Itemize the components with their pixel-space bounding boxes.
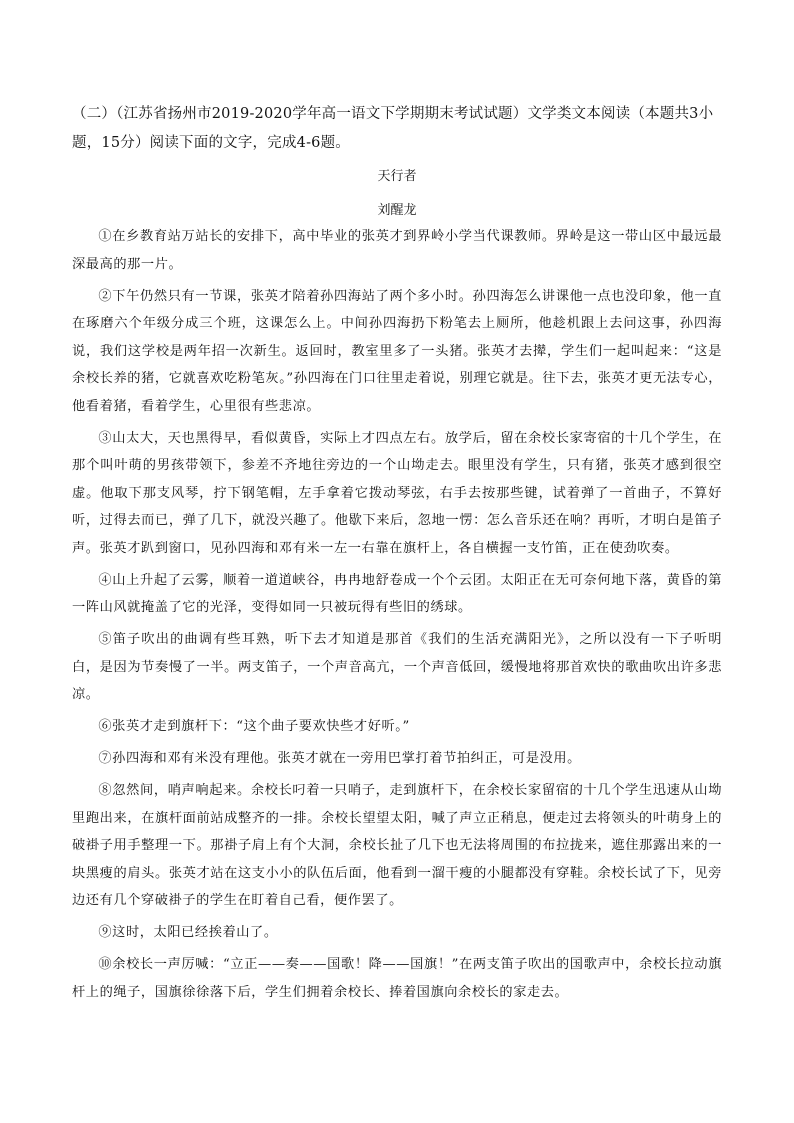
- paragraph-9: ⑨这时，太阳已经挨着山了。: [98, 925, 278, 940]
- article-body: [72, 223, 722, 1011]
- paragraph-7: ⑦孙四海和邓有米没有理他。张英才就在一旁用巴掌打着节拍纠正，可是没用。: [98, 751, 581, 766]
- article-author: 刘醒龙: [377, 203, 417, 218]
- paragraph-2: ②下午仍然只有一节课，张英才陪着孙四海站了两个多小时。孙四海怎么讲课他一点也没印象，他一直在琢磨六个年级分成三个班，这课怎么上。中间孙四海扔下粉笔去上厕所，他趁机跟上去问这事，孙四海说，我们这学校是两年招一次新生。返回时，教室里多了一头猪。张英才去撵，学生们一起叫起来：“这是余校长养的猪，它就喜欢吃粉笔灰。”孙四海在门口往里走着说，别理它就是。往下去，张英才更无法专心，他看着猪，看着学生，心里很有些悲凉。: [72, 288, 722, 414]
- paragraph-8: ⑧忽然间，哨声响起来。余校长叼着一只哨子，走到旗杆下，在余校长家留宿的十几个学生迅速从山坳里跑出来，在旗杆面前站成整齐的一排。余校长望望太阳，喊了声立正稍息，便走过去将领头的叶萌身上的破褂子用手整理一下。那褂子肩上有个大洞，余校长扯了几下也无法将周围的布拉拢来，遮住那露出来的一块黑瘦的肩头。张英才站在这支小小的队伍后面，他看到一溜干瘦的小腿都没有穿鞋。余校长试了下，见旁边还有几个穿破褂子的学生在盯着自己看，便作罢了。: [72, 783, 722, 908]
- article-title: 天行者: [377, 169, 417, 184]
- paragraph-6: ⑥张英才走到旗杆下：“这个曲子要欢快些才好听。”: [98, 719, 410, 734]
- paragraph-10: ⑩余校长一声厉喊：“立正——奏——国歌！降——国旗！”在两支笛子吹出的国歌声中，余校长拉动旗杆上的绳子，国旗徐徐落下后，学生们拥着余校长、捧着国旗向余校长的家走去。: [72, 957, 722, 1000]
- paragraph-1: ①在乡教育站万站长的安排下，高中毕业的张英才到界岭小学当代课教师。界岭是这一带山区中最远最深最高的那一片。: [72, 229, 722, 272]
- section-heading: （二）（江苏省扬州市2019-2020学年高一语文下学期期末考试试题）文学类文本阅读（本题共3小题，15分）阅读下面的文字，完成4-6题。: [72, 106, 714, 151]
- paragraph-4: ④山上升起了云雾，顺着一道道峡谷，冉冉地舒卷成一个个云团。太阳正在无可奈何地下落，黄昏的第一阵山风就掩盖了它的光泽，变得如同一只被玩得有些旧的绣球。: [72, 572, 722, 615]
- paragraph-3: ③山太大，天也黑得早，看似黄昏，实际上才四点左右。放学后，留在余校长家寄宿的十几个学生，在那个叫叶萌的男孩带领下，参差不齐地往旁边的一个山坳走去。眼里没有学生，只有猪，张英才感到很空虚。他取下那支风琴，拧下钢笔帽，左手拿着它拨动琴弦，右手去按那些键，试着弹了一首曲子，不算好听，过得去而已，弹了几下，就没兴趣了。他歇下来后，忽地一愣：怎么音乐还在响？再听，才明白是笛子声。张英才趴到窗口，见孙四海和邓有米一左一右靠在旗杆上，各自横握一支竹笛，正在使劲吹奏。: [72, 430, 722, 556]
- paragraph-5: ⑤笛子吹出的曲调有些耳熟，听下去才知道是那首《我们的生活充满阳光》，之所以没有一下子听明白，是因为节奏慢了一半。两支笛子，一个声音高亢，一个声音低回，缓慢地将那首欢快的歌曲吹出许多悲凉。: [72, 632, 722, 702]
